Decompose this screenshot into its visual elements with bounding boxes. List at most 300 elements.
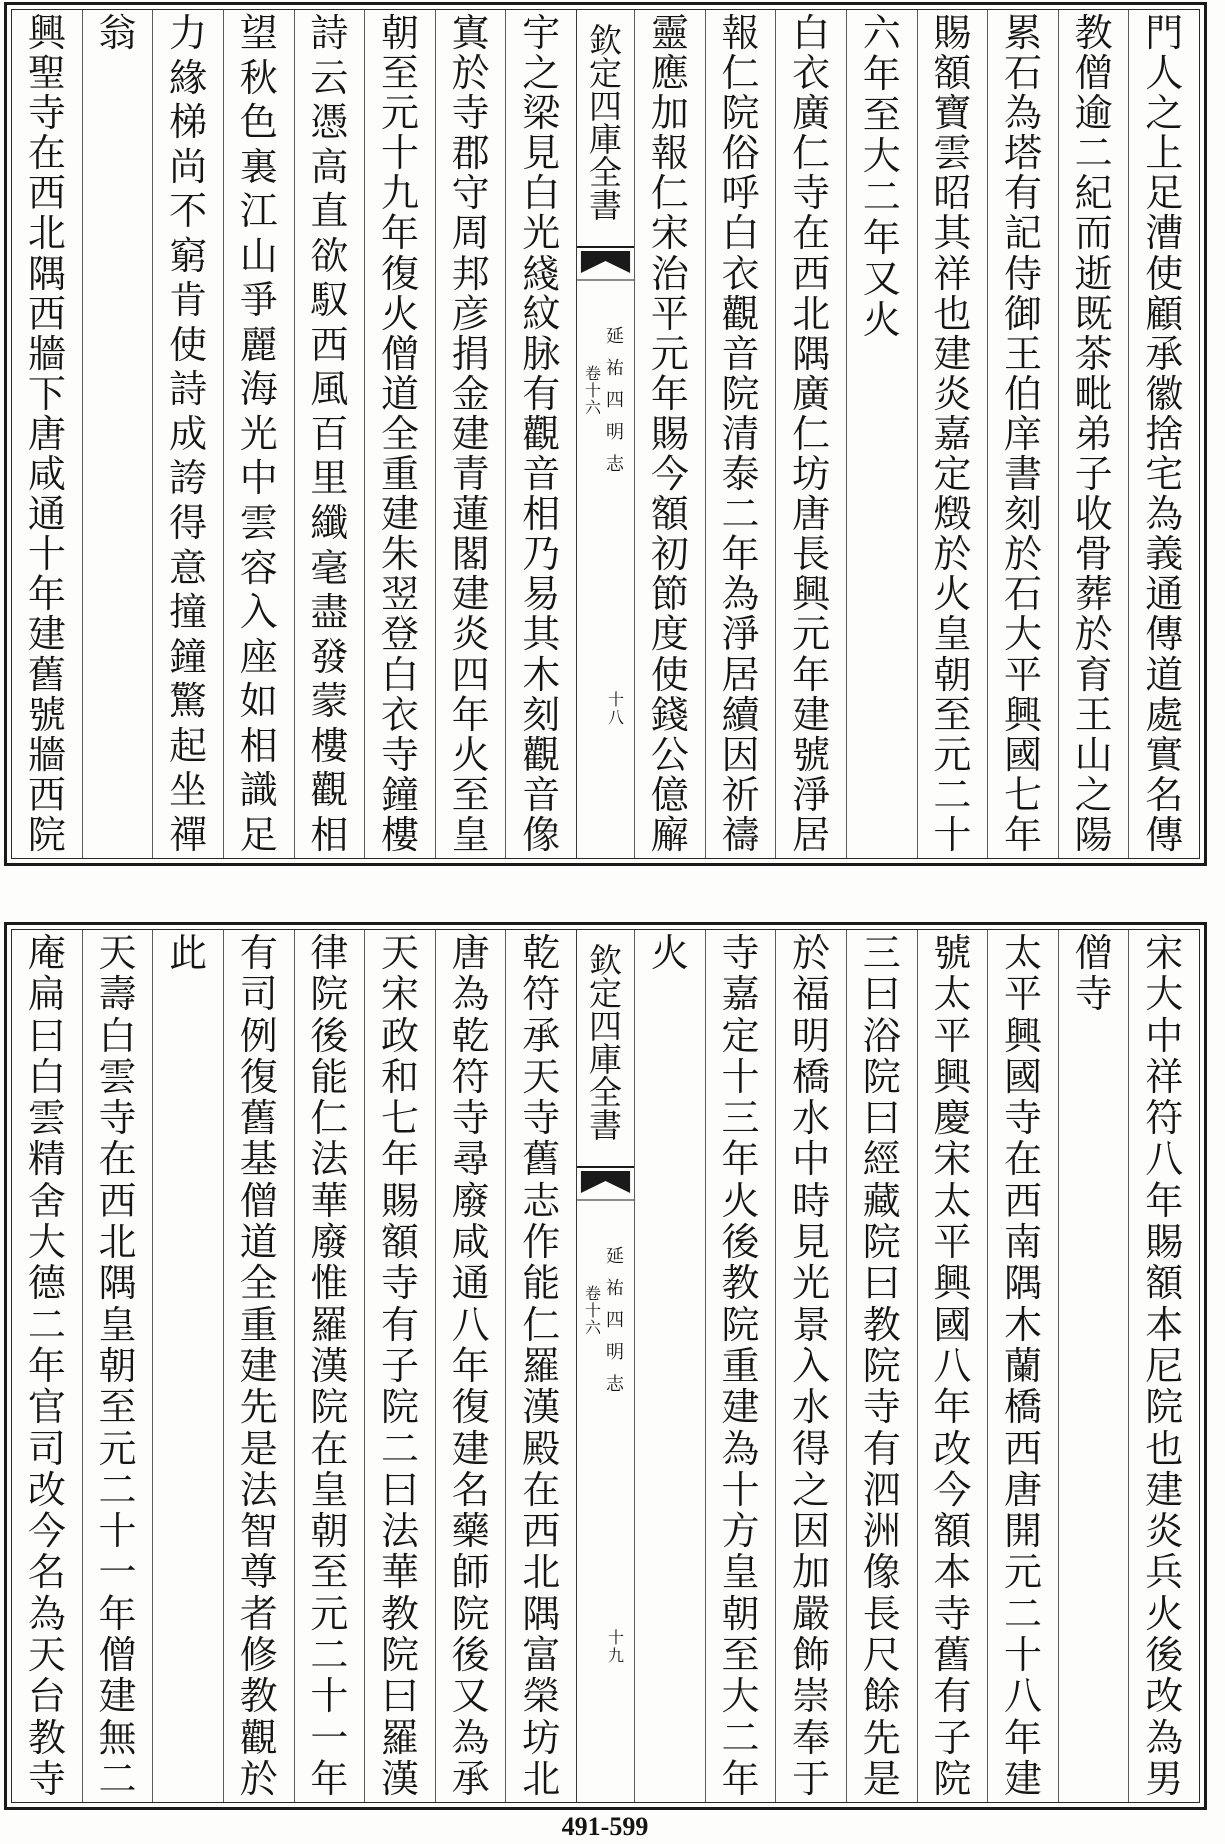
glyph: 嘉: [933, 411, 972, 456]
upper-column-13: [223, 10, 294, 858]
glyph: 麗: [239, 322, 278, 367]
glyph: 八: [451, 1302, 490, 1347]
glyph: 山: [1074, 732, 1113, 777]
glyph: 十: [721, 1054, 760, 1099]
glyph: 僧: [98, 1633, 137, 1678]
glyph: 刻: [522, 692, 561, 737]
glyph: 仁: [721, 51, 760, 96]
glyph: 院: [933, 1756, 972, 1801]
lower-column-12: [294, 930, 365, 1802]
fish-tail-mark: [577, 1166, 634, 1202]
glyph: 力: [169, 11, 208, 55]
glyph: 十: [608, 690, 625, 709]
glyph: 六: [585, 1318, 602, 1337]
glyph: 律: [310, 931, 349, 975]
upper-column-6: [775, 10, 846, 858]
glyph: 司: [27, 1426, 66, 1471]
glyph: 意: [169, 545, 208, 590]
glyph: 木: [522, 652, 561, 697]
glyph: 捐: [451, 331, 490, 376]
glyph: 六: [862, 11, 901, 55]
glyph: 法: [239, 1467, 278, 1512]
glyph: 庫: [589, 120, 622, 159]
glyph: 西: [310, 322, 349, 367]
glyph: 本: [933, 1550, 972, 1595]
glyph: 于: [792, 1756, 831, 1801]
glyph: 改: [27, 1467, 66, 1512]
lower-column-14: [152, 930, 223, 1802]
glyph: 二: [310, 1633, 349, 1678]
glyph: 梁: [522, 91, 561, 136]
glyph: 骨: [1074, 532, 1113, 577]
glyph: 牆: [27, 331, 66, 376]
glyph: 羅: [522, 1343, 561, 1388]
glyph: 至: [451, 772, 490, 817]
glyph: 白: [721, 211, 760, 256]
glyph: 樓: [310, 723, 349, 768]
glyph: 是: [862, 1756, 901, 1801]
glyph: 宋: [650, 211, 689, 256]
glyph: 至: [380, 51, 419, 96]
glyph: 傳: [1145, 612, 1184, 657]
glyph: 重: [239, 1302, 278, 1347]
glyph: 錢: [650, 692, 689, 737]
glyph: 唐: [1003, 1467, 1042, 1512]
glyph: 百: [310, 411, 349, 456]
glyph: 崇: [792, 1674, 831, 1719]
glyph: 音: [522, 772, 561, 817]
glyph: 大: [1145, 972, 1184, 1017]
glyph: 舊: [239, 1096, 278, 1141]
glyph: 纖: [310, 501, 349, 546]
glyph: 樓: [380, 812, 419, 857]
glyph: 院: [862, 1054, 901, 1099]
glyph: 院: [27, 812, 66, 857]
glyph: 年: [792, 652, 831, 697]
glyph: 洲: [862, 1509, 901, 1554]
glyph: 又: [451, 1674, 490, 1719]
juan-label: [585, 366, 601, 416]
glyph: 足: [1145, 171, 1184, 216]
glyph: 也: [1145, 1426, 1184, 1471]
glyph: 師: [451, 1550, 490, 1595]
glyph: 二: [933, 772, 972, 817]
glyph: 十: [585, 381, 602, 400]
glyph: 曰: [27, 1013, 66, 1058]
lower-column-4: [917, 930, 988, 1802]
glyph: 義: [1145, 532, 1184, 577]
glyph: 淨: [721, 612, 760, 657]
glyph: 太: [933, 972, 972, 1017]
glyph: 像: [862, 1550, 901, 1595]
glyph: 興: [933, 1261, 972, 1306]
glyph: 通: [451, 1261, 490, 1306]
glyph: 因: [721, 732, 760, 777]
glyph: 咸: [27, 452, 66, 497]
glyph: 仁: [522, 1302, 561, 1347]
glyph: 隅: [792, 331, 831, 376]
glyph: 華: [380, 1550, 419, 1595]
glyph: 於: [933, 532, 972, 577]
glyph: 梯: [169, 100, 208, 145]
glyph: 報: [650, 131, 689, 176]
glyph: 二: [98, 1467, 137, 1512]
glyph: 爭: [239, 278, 278, 323]
lower-column-2: [1058, 930, 1129, 1802]
lower-column-6: [775, 930, 846, 1802]
glyph: 承: [451, 1756, 490, 1801]
glyph: 道: [380, 371, 419, 416]
glyph: 法: [380, 1509, 419, 1554]
glyph: 見: [792, 1220, 831, 1265]
glyph: 長: [862, 1591, 901, 1636]
glyph: 唐: [27, 411, 66, 456]
glyph: 誇: [169, 456, 208, 501]
glyph: 公: [650, 732, 689, 777]
glyph: 至: [933, 692, 972, 737]
upper-column-1: [1128, 10, 1199, 858]
glyph: 秋: [239, 55, 278, 100]
glyph: 金: [451, 371, 490, 416]
glyph: 皇: [451, 812, 490, 857]
glyph: 為: [451, 972, 490, 1017]
glyph: 傳: [1145, 812, 1184, 857]
glyph: 海: [239, 367, 278, 412]
glyph: 官: [27, 1385, 66, 1430]
glyph: 唐: [451, 931, 490, 975]
glyph: 見: [522, 131, 561, 176]
glyph: 通: [1145, 572, 1184, 617]
glyph: 毫: [310, 545, 349, 590]
glyph: 四: [606, 390, 624, 411]
glyph: 院: [310, 1385, 349, 1430]
glyph: 曰: [862, 972, 901, 1017]
glyph: 刻: [1003, 492, 1042, 537]
glyph: 白: [380, 652, 419, 697]
glyph: 寺: [1003, 1096, 1042, 1141]
glyph: 皇: [310, 1467, 349, 1512]
glyph: 建: [1003, 1756, 1042, 1801]
glyph: 國: [1003, 1054, 1042, 1099]
glyph: 十: [721, 1467, 760, 1512]
glyph: 一: [98, 1550, 137, 1595]
glyph: 院: [862, 1220, 901, 1265]
glyph: 後: [310, 1013, 349, 1058]
glyph: 西: [1003, 1178, 1042, 1223]
glyph: 清: [721, 411, 760, 456]
glyph: 嚴: [792, 1591, 831, 1636]
glyph: 年: [721, 1137, 760, 1182]
glyph: 復: [239, 1054, 278, 1099]
glyph: 寘: [451, 11, 490, 55]
glyph: 於: [451, 51, 490, 96]
upper-column-15: [82, 10, 153, 858]
glyph: 寶: [933, 91, 972, 136]
work-title: [606, 1248, 624, 1394]
glyph: 曰: [862, 1096, 901, 1141]
glyph: 實: [1145, 732, 1184, 777]
glyph: 鐘: [380, 772, 419, 817]
glyph: 人: [1145, 51, 1184, 96]
glyph: 之: [522, 51, 561, 96]
glyph: 後: [721, 1220, 760, 1265]
glyph: 兵: [1145, 1550, 1184, 1595]
glyph: 顧: [1145, 291, 1184, 336]
glyph: 名: [1145, 772, 1184, 817]
glyph: 十: [608, 1628, 625, 1647]
glyph: 符: [1145, 1096, 1184, 1141]
upper-column-10: [435, 10, 506, 858]
glyph: 賜: [380, 1178, 419, 1223]
glyph: 子: [1074, 452, 1113, 497]
glyph: 高: [310, 144, 349, 189]
glyph: 西: [522, 1509, 561, 1554]
glyph: 下: [27, 371, 66, 416]
glyph: 國: [1003, 732, 1042, 777]
glyph: 成: [169, 411, 208, 456]
glyph: 年: [1003, 1715, 1042, 1760]
glyph: 教: [239, 1674, 278, 1719]
glyph: 復: [380, 251, 419, 296]
glyph: 有: [1003, 171, 1042, 216]
glyph: 道: [1145, 652, 1184, 697]
glyph: 年: [27, 572, 66, 617]
glyph: 泗: [862, 1467, 901, 1512]
glyph: 四: [589, 87, 622, 126]
glyph: 火: [933, 572, 972, 617]
glyph: 觀: [721, 291, 760, 336]
glyph: 二: [1074, 131, 1113, 176]
leaf-number: [608, 692, 624, 726]
glyph: 北: [522, 1756, 561, 1801]
juan-label: [585, 1286, 601, 1336]
glyph: 蘭: [1003, 1343, 1042, 1388]
glyph: 水: [792, 1385, 831, 1430]
glyph: 詩: [169, 367, 208, 412]
glyph: 二: [1003, 1591, 1042, 1636]
glyph: 元: [380, 91, 419, 136]
glyph: 庫: [589, 1040, 622, 1079]
glyph: 建: [380, 492, 419, 537]
glyph: 年: [721, 1756, 760, 1801]
glyph: 望: [239, 11, 278, 55]
glyph: 能: [310, 1054, 349, 1099]
glyph: 加: [650, 91, 689, 136]
glyph: 復: [451, 1385, 490, 1430]
glyph: 建: [933, 331, 972, 376]
upper-column-12: [294, 10, 365, 858]
glyph: 舍: [27, 1178, 66, 1223]
glyph: 為: [1145, 1715, 1184, 1760]
glyph: 翁: [98, 11, 137, 55]
glyph: 精: [27, 1137, 66, 1182]
glyph: 陽: [1074, 812, 1113, 857]
glyph: 西: [792, 251, 831, 296]
glyph: 四: [589, 1007, 622, 1046]
glyph: 子: [933, 1715, 972, 1760]
glyph: 白: [792, 11, 831, 55]
glyph: 得: [169, 501, 208, 546]
glyph: 年: [1003, 812, 1042, 857]
glyph: 尋: [451, 1137, 490, 1182]
glyph: 宋: [933, 1137, 972, 1182]
glyph: 改: [933, 1426, 972, 1471]
glyph: 朝: [380, 11, 419, 55]
glyph: 俗: [721, 131, 760, 176]
glyph: 緣: [169, 55, 208, 100]
glyph: 寺: [451, 91, 490, 136]
lower-column-5: [846, 930, 917, 1802]
glyph: 使: [650, 652, 689, 697]
glyph: 寺: [27, 91, 66, 136]
glyph: 收: [1074, 492, 1113, 537]
glyph: 炎: [1145, 1509, 1184, 1554]
glyph: 炎: [451, 612, 490, 657]
lower-center-band: [576, 930, 634, 1802]
lower-column-13: [223, 930, 294, 1802]
glyph: 肯: [169, 278, 208, 323]
glyph: 重: [721, 1343, 760, 1388]
glyph: 雲: [98, 1054, 137, 1099]
glyph: 隅: [98, 1261, 137, 1306]
glyph: 綫: [522, 251, 561, 296]
glyph: 使: [169, 322, 208, 367]
glyph: 浴: [862, 1013, 901, 1058]
glyph: 撞: [169, 590, 208, 635]
glyph: 長: [792, 532, 831, 577]
glyph: 華: [310, 1178, 349, 1223]
glyph: 年: [380, 211, 419, 256]
glyph: 道: [239, 1220, 278, 1265]
glyph: 光: [239, 411, 278, 456]
glyph: 相: [522, 492, 561, 537]
glyph: 至: [98, 1385, 137, 1430]
glyph: 明: [606, 422, 624, 443]
glyph: 國: [933, 1302, 972, 1347]
glyph: 音: [522, 452, 561, 497]
glyph: 建: [98, 1674, 137, 1719]
glyph: 登: [380, 612, 419, 657]
glyph: 隅: [522, 1591, 561, 1636]
glyph: 者: [239, 1591, 278, 1636]
glyph: 教: [1074, 11, 1113, 55]
glyph: 三: [721, 1096, 760, 1141]
glyph: 飾: [792, 1633, 831, 1678]
glyph: 不: [169, 189, 208, 234]
glyph: 庠: [1003, 411, 1042, 456]
glyph: 全: [589, 1073, 622, 1112]
glyph: 淨: [792, 772, 831, 817]
glyph: 報: [721, 11, 760, 55]
glyph: 大: [1003, 612, 1042, 657]
glyph: 延: [606, 326, 624, 347]
lower-page-frame: [4, 922, 1207, 1810]
glyph: 號: [933, 931, 972, 975]
glyph: 入: [792, 1343, 831, 1388]
glyph: 西: [27, 291, 66, 336]
glyph: 僧: [1074, 51, 1113, 96]
glyph: 北: [792, 291, 831, 336]
glyph: 育: [1074, 652, 1113, 697]
glyph: 寺: [933, 1591, 972, 1636]
glyph: 雲: [933, 131, 972, 176]
glyph: 能: [522, 1261, 561, 1306]
glyph: 今: [933, 1467, 972, 1512]
glyph: 皇: [721, 1550, 760, 1595]
glyph: 元: [792, 612, 831, 657]
glyph: 年: [98, 1591, 137, 1636]
glyph: 平: [933, 1013, 972, 1058]
upper-column-3: [987, 10, 1058, 858]
glyph: 建: [451, 572, 490, 617]
glyph: 興: [1003, 692, 1042, 737]
page-number: 491-599: [561, 1812, 649, 1841]
glyph: 入: [239, 590, 278, 635]
glyph: 皇: [98, 1302, 137, 1347]
glyph: 尺: [862, 1633, 901, 1678]
glyph: 窮: [169, 233, 208, 278]
glyph: 曰: [862, 1261, 901, 1306]
glyph: 先: [239, 1385, 278, 1430]
glyph: 是: [239, 1426, 278, 1471]
glyph: 白: [98, 1013, 137, 1058]
glyph: 額: [650, 492, 689, 537]
glyph: 宋: [1145, 931, 1184, 975]
glyph: 祐: [606, 1278, 624, 1299]
glyph: 二: [721, 1715, 760, 1760]
glyph: 昭: [933, 171, 972, 216]
lower-column-9: [505, 930, 576, 1802]
glyph: 西: [27, 772, 66, 817]
glyph: 廢: [451, 1178, 490, 1223]
glyph: 燬: [933, 492, 972, 537]
glyph: 時: [792, 1178, 831, 1223]
lower-column-8: [634, 930, 705, 1802]
glyph: 侍: [1003, 251, 1042, 296]
glyph: 乾: [522, 931, 561, 975]
glyph: 廢: [310, 1220, 349, 1265]
glyph: 徽: [1145, 371, 1184, 416]
glyph: 翌: [380, 572, 419, 617]
glyph: 額: [380, 1220, 419, 1265]
glyph: 寺: [98, 1096, 137, 1141]
glyph: 至: [721, 1633, 760, 1678]
glyph: 有: [933, 1674, 972, 1719]
glyph: 節: [650, 572, 689, 617]
glyph: 隅: [27, 251, 66, 296]
glyph: 捨: [1145, 411, 1184, 456]
glyph: 西: [98, 1178, 137, 1223]
glyph: 觀: [239, 1715, 278, 1760]
glyph: 建: [1145, 1467, 1184, 1512]
glyph: 三: [862, 931, 901, 975]
glyph: 通: [27, 492, 66, 537]
glyph: 使: [1145, 251, 1184, 296]
glyph: 十: [1003, 1633, 1042, 1678]
glyph: 憑: [310, 100, 349, 145]
glyph: 處: [1145, 692, 1184, 737]
glyph: 相: [310, 812, 349, 857]
glyph: 寺: [380, 732, 419, 777]
glyph: 寺: [862, 1385, 901, 1430]
glyph: 年: [721, 532, 760, 577]
glyph: 卷: [585, 364, 602, 383]
glyph: 志: [606, 1374, 624, 1395]
glyph: 詩: [310, 11, 349, 55]
glyph: 治: [650, 251, 689, 296]
glyph: 在: [310, 1426, 349, 1471]
glyph: 坐: [169, 768, 208, 813]
